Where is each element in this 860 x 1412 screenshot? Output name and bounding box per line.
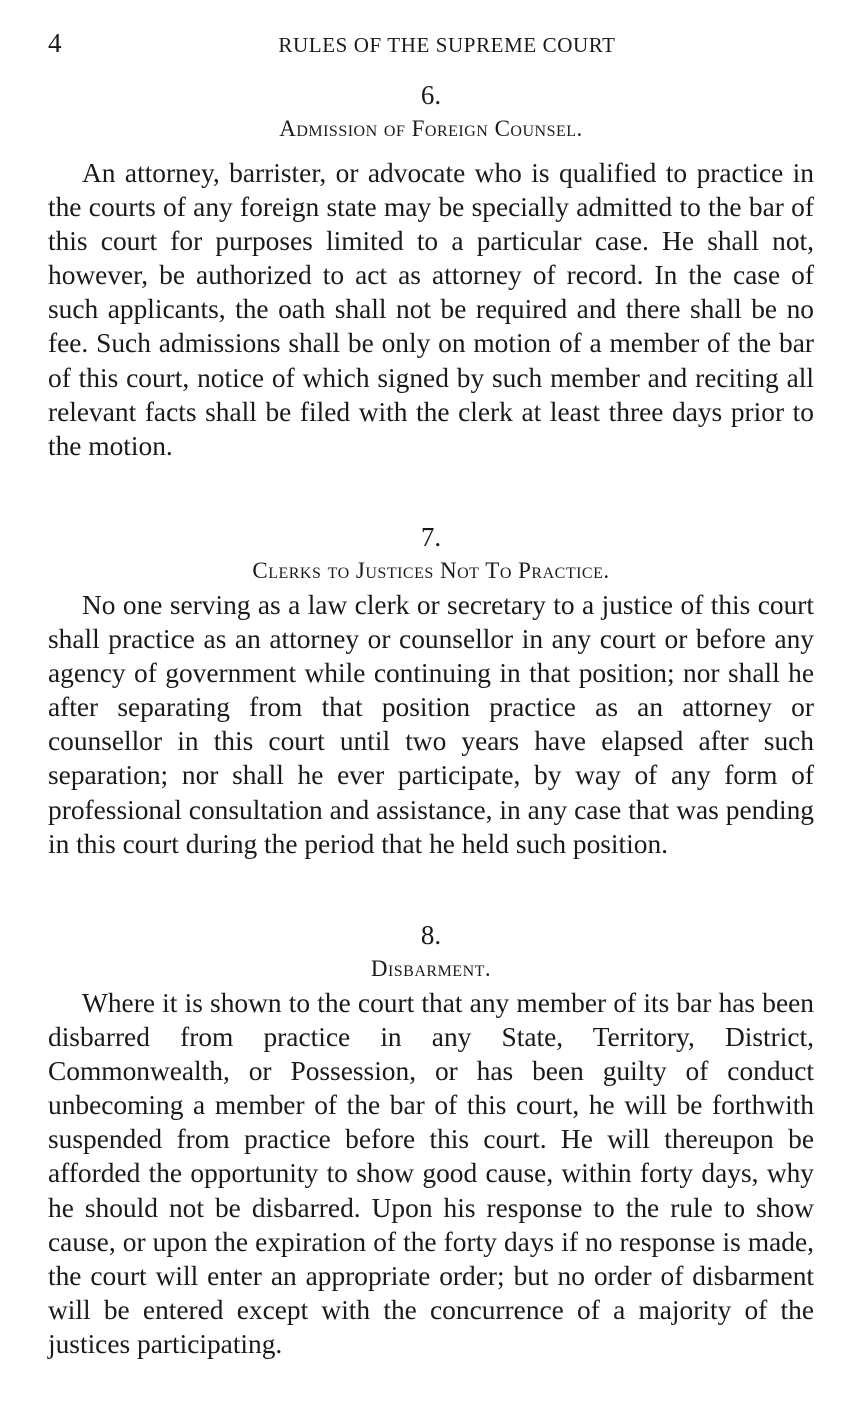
section-text: Where it is shown to the court that any member of its bar has been disbarred from practice in any State, Territory, District, Commonwealth, or Possession, or has been guilty of conduct unbecoming a member of the bar of this court, he will be forthwith suspended from practice before this court. He will thereupon be afforded the opportunity to show good cause, within forty days, why he should not be disbarred. Upon his response to the rule to show cause, or upon the expiration of the forty days if no response is made, the court will enter an appropriate order; but no order of disbarment will be entered except with the concurrence of a majority of the justices participating. <box>48 988 814 1359</box>
section-text: No one serving as a law clerk or secretary to a justice of this court shall practice as an attorney or counsellor in any court or before any agency of government while continuing in that position; nor shall he after separating from that position practice as an attorney or counsellor in this court until two years have elapsed after such separation; nor shall he ever participate, by way of any form of professional consultation and assistance, in any case that was pending in this court during the period that he held such position. <box>48 590 814 859</box>
section-8 <box>48 918 814 1361</box>
section-text: An attorney, barrister, or advocate who is qualified to practice in the courts of any foreign state may be specially admitted to the bar of this court for purposes limited to a particular case. He shall not, however, be authorized to act as attorney of record. In the case of such applicants, the oath shall not be required and there shall be no fee. Such admissions shall be only on motion of a member of the bar of this court, notice of which signed by such member and reciting all relevant facts shall be filed with the clerk at least three days prior to the motion. <box>48 158 814 461</box>
section-number: 6. <box>420 80 442 110</box>
section-heading: Disbarment. <box>370 956 492 981</box>
section-number: 8. <box>420 920 442 950</box>
running-head <box>48 28 812 58</box>
section-7 <box>48 520 814 861</box>
page-number: 4 <box>48 28 62 58</box>
running-title: RULES OF THE SUPREME COURT <box>278 33 616 57</box>
section-heading: Admission of Foreign Counsel. <box>279 116 583 141</box>
section-heading: Clerks to Justices Not To Practice. <box>252 558 610 583</box>
section-number: 7. <box>420 522 442 552</box>
section-6 <box>48 78 814 463</box>
